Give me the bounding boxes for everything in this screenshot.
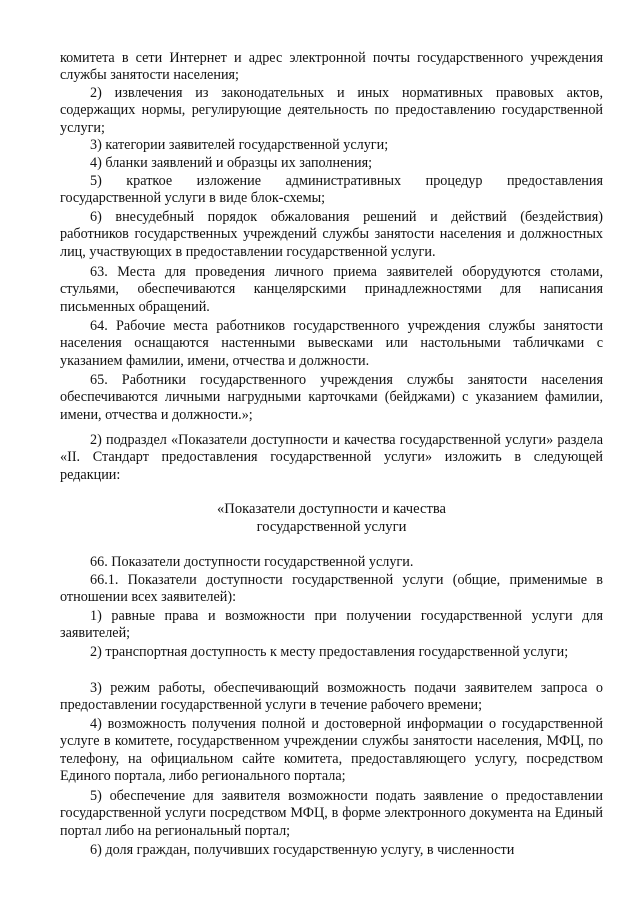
list-item-1: 1) равные права и возможности при получении государственной услуги для заявителей; [60, 608, 603, 642]
paragraph-subsection: 2) подраздел «Показатели доступности и качества государственной услуги» раздела «II. Стандарт предоставления государственной услуги» изложить в следующей редакции: [60, 432, 603, 483]
paragraph-63: 63. Места для проведения личного приема заявителей оборудуются столами, стульями, обеспечиваются канцелярскими принадлежностями для написания письменных обращений. [60, 264, 603, 315]
paragraph-65: 65. Работники государственного учреждения службы занятости населения обеспечиваются личными нагрудными карточками (бейджами) с указанием фамилии, имени, отчества и должности.»; [60, 372, 603, 423]
paragraph-6: 6) внесудебный порядок обжалования решений и действий (бездействия) работников государственных учреждений службы занятости населения и должностных лиц, участвующих в предоставлении государственной услуги. [60, 209, 603, 260]
list-item-5: 5) обеспечение для заявителя возможности подать заявление о предоставлении государственной услуги посредством МФЦ, в форме электронного документа на Единый портал либо на региональный портал; [60, 788, 603, 839]
list-item-2: 2) транспортная доступность к месту предоставления государственной услуги; [90, 644, 569, 660]
section-heading-line-2: государственной услуги [256, 519, 407, 535]
paragraph-4: 4) бланки заявлений и образцы их заполнения; [90, 155, 373, 171]
paragraph-64: 64. Рабочие места работников государственного учреждения службы занятости населения оснащаются настенными вывесками или настольными табличками с указанием фамилии, имени, отчества и должности. [60, 318, 603, 369]
paragraph-3: 3) категории заявителей государственной услуги; [90, 137, 389, 153]
section-heading-line-1: «Показатели доступности и качества [216, 501, 446, 517]
paragraph-5: 5) краткое изложение административных процедур предоставления государственной услуги в виде блок-схемы; [60, 173, 603, 207]
paragraph-1: комитета в сети Интернет и адрес электронной почты государственного учреждения службы занятости населения; [60, 50, 603, 84]
paragraph-66-1: 66.1. Показатели доступности государственной услуги (общие, применимые в отношении всех заявителей): [60, 572, 603, 606]
list-item-4: 4) возможность получения полной и достоверной информации о государственной услуге в комитете, государственном учреждении службы занятости населения, МФЦ, по телефону, на официальном сайте комитета, предоставляющего услугу, посредством Единого портала, либо регионального портала; [60, 716, 603, 784]
paragraph-2: 2) извлечения из законодательных и иных нормативных правовых актов, содержащих нормы, регулирующие деятельность по предоставлению государственной услуги; [60, 85, 603, 136]
list-item-3: 3) режим работы, обеспечивающий возможность подачи заявителем запроса о предоставлении государственной услуги в течение рабочего времени; [60, 680, 603, 714]
list-item-6: 6) доля граждан, получивших государственную услугу, в численности [90, 842, 515, 858]
paragraph-66: 66. Показатели доступности государственной услуги. [90, 554, 414, 570]
